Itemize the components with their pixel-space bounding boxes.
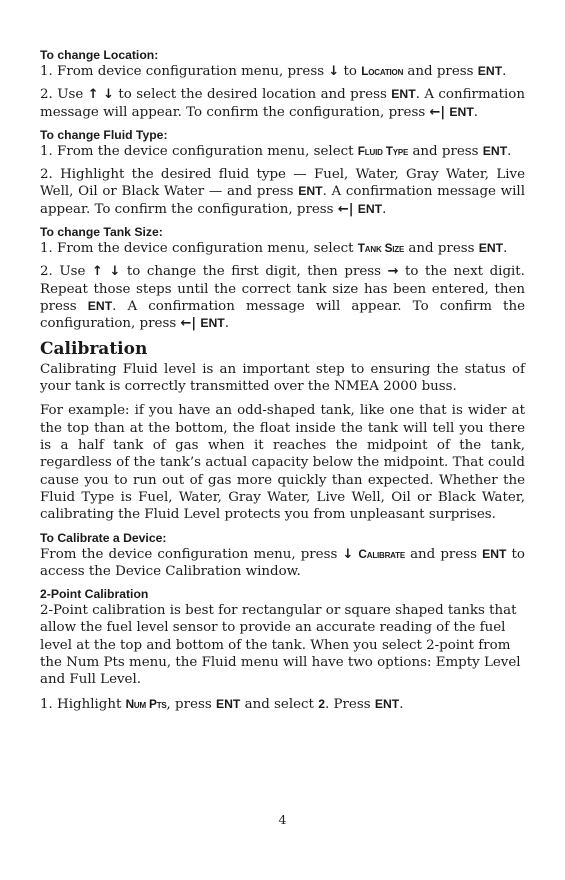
text: and press	[408, 241, 475, 257]
text: 2. Highlight the desired fluid type — Fuel, Water, Gray Water, Live Well, Oil or Black Water — and press	[40, 167, 525, 200]
text: .	[507, 143, 512, 159]
calibration-example: For example: if you have an odd-shaped tank, like one that is wider at the top than at the bottom, the float inside the tank will tell you there is a half tank of gas when it reaches the midpoint of the tank, regardless of the tank’s actual capacity below the midpoint. That could cause you to run out of gas more quickly than expected. Whether the Fluid Type is Fuel, Water, Gray Water, Live Well, Oil or Black Water, calibrating the Fluid Level protects you from unpleasant surprises.	[40, 403, 525, 523]
text: 1. From the device configuration menu, select	[40, 143, 354, 159]
fluid-step-2	[40, 166, 525, 218]
location-step-1	[40, 63, 525, 80]
text: 2. Use	[40, 87, 84, 103]
back-arrow-icon: ←|	[429, 104, 446, 120]
calibration-title: Calibration	[40, 338, 148, 359]
two-point-description: 2-Point calibration is best for rectangular or square shaped tanks that allow the fuel level sensor to provide an accurate reading of the fuel level at the top and bottom of the tank. When you select 2-point from the Num Pts menu, the Fluid menu will have two options: Empty Level and Full Level.	[40, 603, 521, 688]
text: 1. From the device configuration menu, select	[40, 241, 354, 257]
ent-key: ENT	[482, 143, 508, 158]
ent-key: ENT	[298, 184, 323, 199]
text: .	[399, 696, 404, 712]
calibrate-menu-item: Calibrate	[358, 546, 405, 561]
ent-key: ENT	[87, 298, 113, 313]
text: and press	[410, 546, 477, 562]
text: and press	[407, 64, 474, 79]
fluid-type-heading: To change Fluid Type:	[40, 127, 168, 142]
location-menu-item: Location	[361, 64, 404, 78]
text: . Press	[324, 696, 371, 712]
text: to access the Device Calibration window.	[40, 546, 525, 579]
manual-page	[40, 48, 525, 720]
text: to select the desired location and press	[118, 87, 387, 103]
text: and select	[244, 696, 314, 712]
text: .	[224, 316, 230, 332]
two-point-heading: 2-Point Calibration	[40, 587, 149, 602]
text: , press	[166, 696, 212, 712]
num-pts-menu-item: Num Pts	[125, 696, 167, 711]
down-arrow-icon: ↓	[109, 264, 121, 280]
location-step-2	[40, 86, 525, 121]
ent-key: ENT	[449, 104, 474, 119]
two-point-step-1	[40, 696, 525, 713]
up-arrow-icon: ↑	[91, 264, 103, 280]
ent-key: ENT	[374, 696, 400, 711]
fluid-type-menu-item: Fluid Type	[357, 143, 409, 158]
text: . A confirmation message will appear. To confirm the configuration, press	[40, 298, 525, 332]
tank-size-menu-item: Tank Size	[357, 241, 405, 256]
ent-key: ENT	[391, 87, 416, 102]
text: to change the first digit, then press	[126, 264, 382, 280]
up-arrow-icon: ↑	[87, 87, 99, 103]
text: 2. Use	[40, 264, 86, 280]
ent-key: ENT	[215, 696, 241, 711]
text: and press	[412, 143, 479, 159]
value-two: 2	[318, 696, 325, 711]
fluid-step-1	[40, 143, 525, 160]
page-number: 4	[278, 812, 287, 827]
text: 1. From device configuration menu, press	[40, 64, 325, 79]
down-arrow-icon: ↓	[328, 64, 340, 79]
ent-key: ENT	[478, 241, 504, 256]
text: . A confirmation message will appear. To confirm the configuration, press	[40, 87, 525, 120]
text: to	[343, 64, 357, 79]
text: .	[473, 104, 479, 120]
text: .	[382, 201, 387, 217]
text: .	[502, 64, 507, 79]
ent-key: ENT	[482, 546, 507, 561]
ent-key: ENT	[357, 201, 383, 216]
back-arrow-icon: ←|	[337, 201, 354, 217]
tank-step-1	[40, 240, 525, 257]
right-arrow-icon: →	[387, 264, 399, 280]
ent-key: ENT	[477, 64, 503, 78]
down-arrow-icon: ↓	[103, 87, 114, 103]
back-arrow-icon: ←|	[180, 316, 197, 332]
tank-size-heading: To change Tank Size:	[40, 225, 163, 240]
text: From the device configuration menu, press	[40, 546, 338, 562]
calibrate-device-heading: To Calibrate a Device:	[40, 530, 167, 545]
calibrate-device-step	[40, 546, 525, 581]
tank-step-2	[40, 263, 525, 332]
text: 1. Highlight	[40, 696, 122, 712]
calibration-intro: Calibrating Fluid level is an important step to ensuring the status of your tank is correctly transmitted over the NMEA 2000 buss.	[40, 361, 525, 395]
location-heading: To change Location:	[40, 48, 159, 62]
down-arrow-icon: ↓	[342, 546, 354, 562]
ent-key: ENT	[200, 316, 225, 331]
text: . A confirmation message will appear. To confirm the configuration, press	[40, 184, 525, 217]
text: to the next digit. Repeat those steps until the correct tank size has been entered, then press	[40, 264, 525, 314]
text: .	[503, 241, 508, 257]
